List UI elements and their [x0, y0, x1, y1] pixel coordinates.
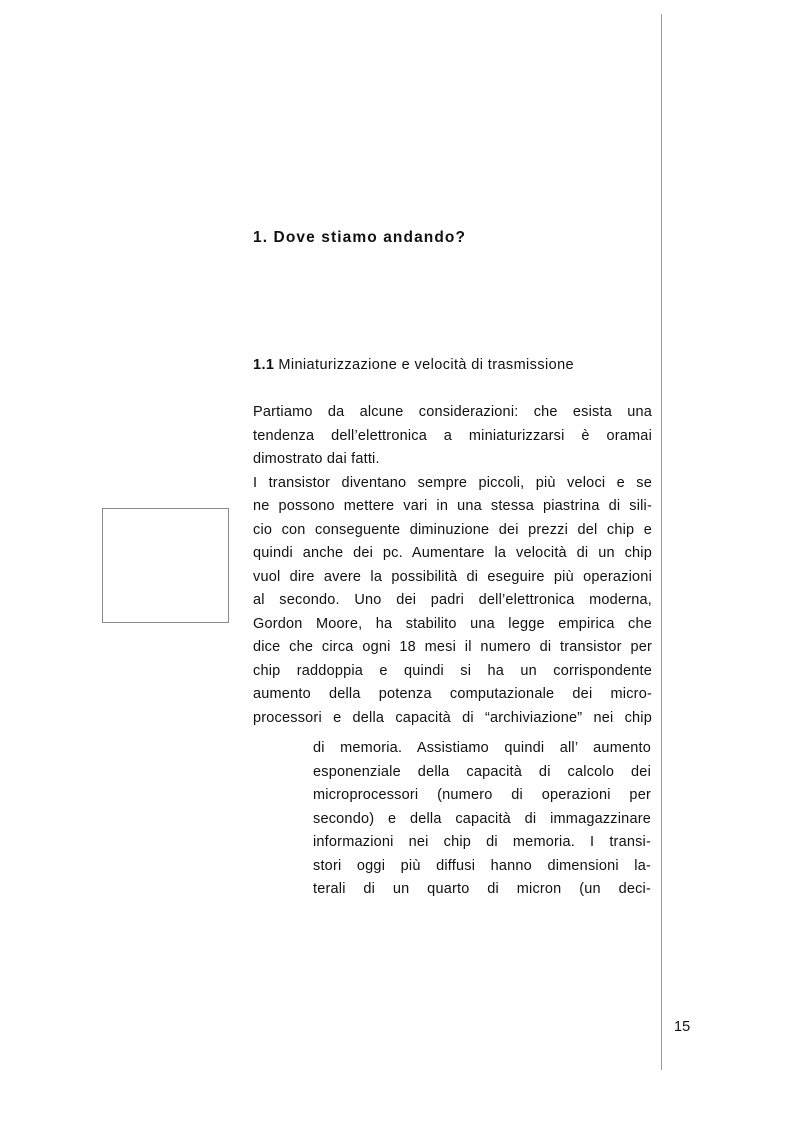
text-line: Gordon Moore, ha stabilito una legge empirica che: [253, 615, 652, 632]
section-title: Miniaturizzazione e velocità di trasmissione: [278, 357, 574, 373]
text-line: dice che circa ogni 18 mesi il numero di transistor per: [253, 639, 652, 655]
text-line: stori oggi più diffusi hanno dimensioni la-: [313, 857, 651, 874]
text-line: quindi anche dei pc. Aumentare la velocità di un chip: [253, 545, 652, 561]
text-line: al secondo. Uno dei padri dell’elettronica moderna,: [253, 592, 652, 608]
page-number: 15: [674, 1019, 691, 1035]
chapter-title: 1. Dove stiamo andando?: [253, 229, 467, 246]
margin-rule: [661, 14, 662, 1070]
text-line: chip raddoppia e quindi si ha un corrispondente: [253, 662, 652, 679]
text-line: microprocessori (numero di operazioni per: [313, 787, 651, 803]
text-line: Partiamo da alcune considerazioni: che esista una: [253, 404, 652, 420]
text-line: cio con conseguente diminuzione dei prezzi del chip e: [253, 521, 652, 538]
image-placeholder-frame: [102, 508, 229, 623]
body-paragraph: [253, 401, 652, 730]
section-number: 1.1: [253, 357, 275, 373]
text-line: I transistor diventano sempre piccoli, più veloci e se: [253, 474, 652, 491]
text-line: informazioni nei chip di memoria. I transi-: [313, 834, 651, 850]
text-line: aumento della potenza computazionale dei micro-: [253, 686, 652, 702]
section-heading: [253, 357, 574, 373]
text-line: di memoria. Assistiamo quindi all’ aumento: [313, 740, 651, 756]
text-line: dimostrato dai fatti.: [253, 451, 380, 467]
text-line: ne possono mettere vari in una stessa piastrina di sili-: [253, 498, 652, 514]
indented-paragraph: [313, 737, 651, 902]
text-line: processori e della capacità di “archiviazione” nei chip: [253, 709, 652, 726]
text-line: terali di un quarto di micron (un deci-: [313, 881, 651, 897]
text-line: secondo) e della capacità di immagazzinare: [313, 810, 651, 827]
text-line: vuol dire avere la possibilità di eseguire più operazioni: [253, 568, 652, 585]
text-line: tendenza dell’elettronica a miniaturizzarsi è oramai: [253, 427, 652, 444]
text-line: esponenziale della capacità di calcolo dei: [313, 763, 651, 780]
